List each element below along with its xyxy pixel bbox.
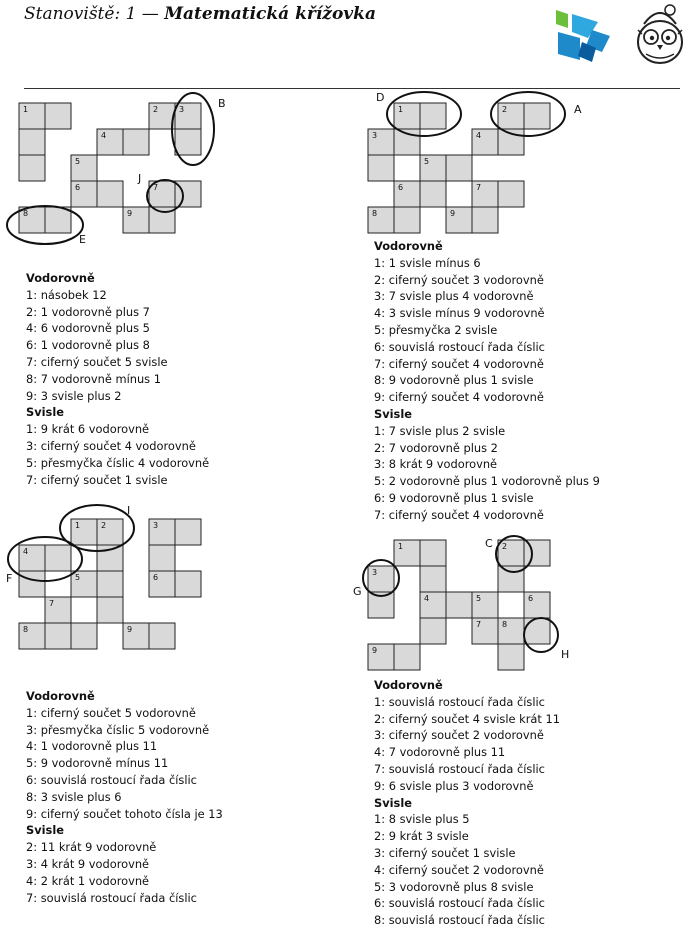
- cell-number: 7: [476, 620, 482, 629]
- crossword-cell: [420, 181, 446, 207]
- crossword-cell: [97, 597, 123, 623]
- down-clue: 7: souvislá rostoucí řada číslic: [26, 890, 197, 905]
- down-clue: 1: 9 krát 6 vodorovně: [26, 422, 150, 437]
- crossword-cell: [498, 644, 524, 670]
- crossword-cell: [420, 103, 446, 129]
- across-clue: 4: 1 vodorovně plus 11: [26, 739, 158, 754]
- crossword-cell: [149, 623, 175, 649]
- cell-number: 6: [153, 573, 159, 582]
- across-clue: 5: 9 vodorovně mínus 11: [26, 756, 169, 771]
- cell-number: 1: [398, 542, 404, 551]
- crossword-cell: [97, 181, 123, 207]
- across-clue: 9: 3 svisle plus 2: [26, 388, 122, 403]
- across-heading: Vodorovně: [374, 239, 443, 253]
- crossword-cell: [524, 618, 550, 644]
- down-clue: 3: ciferný součet 4 vodorovně: [26, 438, 196, 453]
- marker-letter: J: [138, 172, 142, 185]
- cell-number: 1: [23, 105, 29, 114]
- across-clue: 8: 3 svisle plus 6: [26, 789, 122, 804]
- cell-number: 4: [101, 131, 107, 140]
- marker-letter: H: [561, 648, 570, 661]
- down-heading: Svisle: [374, 406, 412, 421]
- across-clue: 7: ciferný součet 5 svisle: [26, 354, 168, 369]
- clues-top-left: [26, 270, 209, 488]
- clues-bottom-right: [374, 677, 560, 929]
- across-clue: 6: 1 vodorovně plus 8: [26, 338, 150, 353]
- across-clue: 2: ciferný součet 3 vodorovně: [374, 272, 544, 287]
- crossword-cell: [45, 545, 71, 571]
- crossword-cell: [45, 103, 71, 129]
- cell-number: 5: [424, 157, 430, 166]
- crossword-cell: [420, 540, 446, 566]
- across-clue: 4: 6 vodorovně plus 5: [26, 321, 150, 336]
- marker-letter: A: [574, 103, 582, 116]
- cell-number: 4: [424, 594, 430, 603]
- marker-letter: D: [376, 91, 385, 104]
- cell-number: 8: [502, 620, 508, 629]
- across-clue: 1: souvislá rostoucí řada číslic: [374, 694, 545, 709]
- title-prefix: Stanoviště: 1 —: [24, 4, 165, 24]
- crossword-cell: [19, 129, 45, 155]
- cell-number: 4: [476, 131, 482, 140]
- crossword-cell: [446, 155, 472, 181]
- cell-number: 6: [398, 183, 404, 192]
- cell-number: 2: [502, 542, 508, 551]
- cell-number: 9: [127, 209, 133, 218]
- cell-number: 9: [372, 646, 378, 655]
- across-clue: 3: přesmyčka číslic 5 vodorovně: [26, 722, 210, 737]
- down-clue: 7: ciferný součet 1 svisle: [26, 472, 168, 487]
- across-clue: 1: ciferný součet 5 vodorovně: [26, 705, 196, 720]
- crossword-cell: [368, 155, 394, 181]
- down-clue: 3: ciferný součet 1 svisle: [374, 845, 516, 860]
- crossword-cell: [175, 571, 201, 597]
- cell-number: 7: [153, 183, 159, 192]
- across-clue: 1: násobek 12: [26, 287, 107, 302]
- down-clue: 5: 3 vodorovně plus 8 svisle: [374, 879, 534, 894]
- down-clue: 5: 2 vodorovně plus 1 vodorovně plus 9: [374, 474, 600, 489]
- cell-number: 7: [476, 183, 482, 192]
- cell-number: 9: [450, 209, 456, 218]
- crossword-cell: [71, 623, 97, 649]
- across-heading: Vodorovně: [26, 689, 95, 703]
- crossword-cell: [45, 623, 71, 649]
- cell-number: 5: [476, 594, 482, 603]
- crossword-cell: [19, 155, 45, 181]
- down-clue: 2: 11 krát 9 vodorovně: [26, 840, 157, 855]
- crossword-cell: [175, 129, 201, 155]
- marker-letter: C: [485, 537, 493, 550]
- across-clue: 3: 7 svisle plus 4 vodorovně: [374, 289, 534, 304]
- marker-letter: G: [353, 585, 362, 598]
- across-clue: 7: souvislá rostoucí řada číslic: [374, 761, 545, 776]
- cell-number: 7: [49, 599, 55, 608]
- marker-letter: I: [127, 504, 131, 517]
- across-clue: 6: souvislá rostoucí řada číslic: [374, 339, 545, 354]
- cell-number: 3: [372, 568, 378, 577]
- clues-top-right: [374, 238, 600, 524]
- down-clue: 4: 2 krát 1 vodorovně: [26, 873, 150, 888]
- across-clue: 2: 1 vodorovně plus 7: [26, 304, 150, 319]
- across-clue: 9: 6 svisle plus 3 vodorovně: [374, 778, 534, 793]
- across-clue: 8: 9 vodorovně plus 1 svisle: [374, 373, 534, 388]
- across-clue: 4: 3 svisle mínus 9 vodorovně: [374, 306, 545, 321]
- down-clue: 6: 9 vodorovně plus 1 svisle: [374, 490, 534, 505]
- across-clue: 3: ciferný součet 2 vodorovně: [374, 728, 544, 743]
- cell-number: 5: [75, 573, 81, 582]
- across-clue: 7: ciferný součet 4 vodorovně: [374, 356, 544, 371]
- cell-number: 1: [75, 521, 81, 530]
- cell-number: 2: [153, 105, 159, 114]
- across-clue: 9: ciferný součet tohoto čísla je 13: [26, 806, 223, 821]
- across-clue: 8: 7 vodorovně mínus 1: [26, 371, 161, 386]
- crossword-cell: [420, 566, 446, 592]
- cell-number: 1: [398, 105, 404, 114]
- down-heading: Svisle: [26, 823, 64, 838]
- cell-number: 5: [75, 157, 81, 166]
- crossword-cell: [498, 181, 524, 207]
- across-clue: 4: 7 vodorovně plus 11: [374, 745, 506, 760]
- down-clue: 3: 4 krát 9 vodorovně: [26, 856, 150, 871]
- down-clue: 3: 8 krát 9 vodorovně: [374, 457, 498, 472]
- marker-letter: E: [79, 233, 86, 246]
- crossword-cell: [123, 129, 149, 155]
- cell-number: 8: [23, 209, 29, 218]
- crossword-cell: [446, 592, 472, 618]
- cell-number: 2: [502, 105, 508, 114]
- crossword-cell: [472, 207, 498, 233]
- crossword-cell: [175, 519, 201, 545]
- crossword-cell: [394, 207, 420, 233]
- across-clue: 5: přesmyčka 2 svisle: [374, 322, 498, 337]
- cell-number: 4: [23, 547, 29, 556]
- crossword-cell: [420, 618, 446, 644]
- across-heading: Vodorovně: [374, 678, 443, 692]
- clues-bottom-left: [26, 688, 223, 906]
- down-heading: Svisle: [374, 795, 412, 810]
- crossword-cell: [19, 571, 45, 597]
- across-clue: 2: ciferný součet 4 svisle krát 11: [374, 711, 560, 726]
- crossword-cell: [524, 103, 550, 129]
- crossword-cell: [149, 545, 175, 571]
- across-clue: 6: souvislá rostoucí řada číslic: [26, 772, 197, 787]
- cell-number: 9: [127, 625, 133, 634]
- across-heading: Vodorovně: [26, 271, 95, 285]
- cell-number: 3: [153, 521, 159, 530]
- down-clue: 1: 8 svisle plus 5: [374, 812, 470, 827]
- marker-letter: B: [218, 97, 226, 110]
- cell-number: 3: [372, 131, 378, 140]
- cell-number: 6: [75, 183, 81, 192]
- cell-number: 3: [179, 105, 185, 114]
- down-clue: 8: souvislá rostoucí řada číslic: [374, 913, 545, 928]
- down-clue: 4: ciferný součet 2 vodorovně: [374, 862, 544, 877]
- down-clue: 2: 9 krát 3 svisle: [374, 829, 469, 844]
- across-clue: 1: 1 svisle mínus 6: [374, 255, 481, 270]
- down-clue: 1: 7 svisle plus 2 svisle: [374, 423, 506, 438]
- cell-number: 8: [23, 625, 29, 634]
- cell-number: 2: [101, 521, 107, 530]
- marker-letter: F: [6, 572, 13, 585]
- across-clue: 9: ciferný součet 4 vodorovně: [374, 390, 544, 405]
- crossword-cell: [97, 571, 123, 597]
- down-heading: Svisle: [26, 405, 64, 420]
- cell-number: 8: [372, 209, 378, 218]
- down-clue: 5: přesmyčka číslic 4 vodorovně: [26, 455, 210, 470]
- crossword-cell: [394, 644, 420, 670]
- down-clue: 7: ciferný součet 4 vodorovně: [374, 507, 544, 522]
- crossword-cell: [45, 207, 71, 233]
- cell-number: 6: [528, 594, 534, 603]
- down-clue: 6: souvislá rostoucí řada číslic: [374, 896, 545, 911]
- down-clue: 2: 7 vodorovně plus 2: [374, 440, 498, 455]
- title-main: Matematická křížovka: [164, 4, 376, 24]
